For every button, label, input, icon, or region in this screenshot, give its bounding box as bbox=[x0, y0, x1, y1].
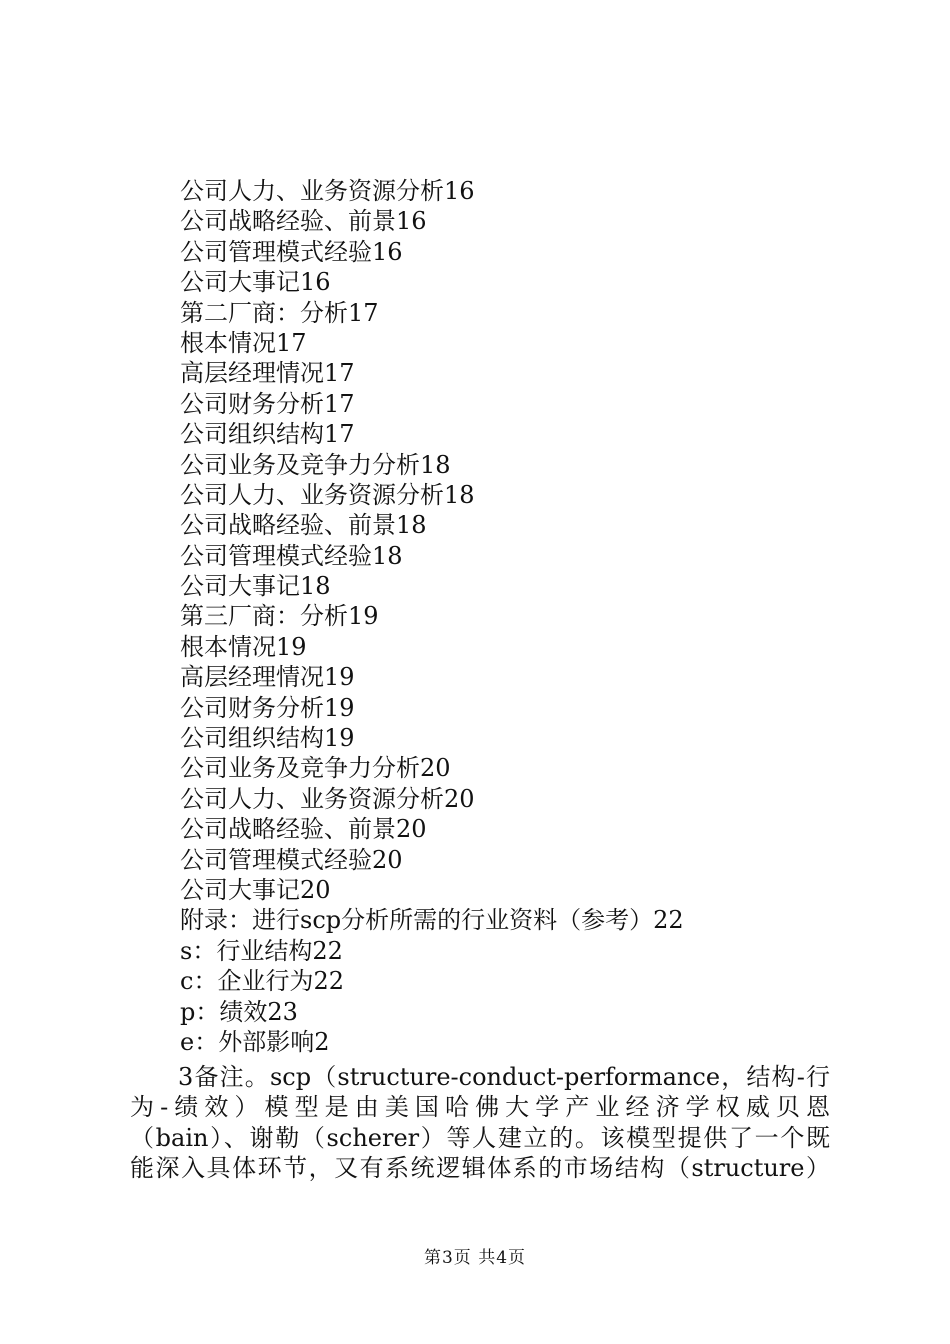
toc-entry: 公司战略经验、前景16 bbox=[180, 207, 427, 236]
toc-entry: 公司战略经验、前景20 bbox=[180, 815, 427, 844]
toc-entry: 公司管理模式经验20 bbox=[180, 845, 403, 874]
table-of-contents bbox=[180, 176, 684, 1057]
paragraph-line: 3备注。scp（structure-conduct-performance，结构-行 bbox=[178, 1063, 830, 1091]
toc-entry: 公司业务及竞争力分析20 bbox=[180, 754, 451, 783]
toc-entry: 公司人力、业务资源分析18 bbox=[180, 480, 475, 509]
toc-entry: 公司大事记20 bbox=[180, 875, 331, 904]
toc-entry: p：绩效23 bbox=[180, 997, 298, 1026]
toc-entry: s：行业结构22 bbox=[180, 936, 343, 965]
toc-entry: 公司管理模式经验16 bbox=[180, 237, 403, 266]
toc-entry: 公司人力、业务资源分析20 bbox=[180, 784, 475, 813]
toc-entry: 公司人力、业务资源分析16 bbox=[180, 177, 475, 205]
toc-entry: 公司战略经验、前景18 bbox=[180, 511, 427, 540]
toc-entry: 公司财务分析19 bbox=[180, 693, 355, 722]
toc-entry: 根本情况19 bbox=[180, 632, 307, 661]
toc-entry: 公司财务分析17 bbox=[180, 389, 355, 418]
toc-entry: 公司管理模式经验18 bbox=[180, 541, 403, 570]
toc-entry: 高层经理情况17 bbox=[180, 359, 355, 388]
toc-entry: 公司业务及竞争力分析18 bbox=[180, 450, 451, 479]
toc-entry: 高层经理情况19 bbox=[180, 663, 355, 692]
paragraph-line: 为-绩效）模型是由美国哈佛大学产业经济学权威贝恩 bbox=[130, 1093, 830, 1122]
toc-entry: e：外部影响2 bbox=[180, 1027, 330, 1056]
toc-entry: 附录：进行scp分析所需的行业资料（参考）22 bbox=[180, 906, 684, 935]
toc-entry: 第三厂商：分析19 bbox=[180, 602, 379, 631]
page-footer: 第3页 共4页 bbox=[423, 1248, 527, 1268]
toc-entry: 公司组织结构19 bbox=[180, 724, 355, 753]
toc-entry: 公司大事记16 bbox=[180, 268, 331, 297]
note-paragraph bbox=[130, 1062, 830, 1183]
paragraph-line: （bain）、谢勒（scherer）等人建立的。该模型提供了一个既 bbox=[130, 1123, 830, 1152]
toc-entry: 第二厂商：分析17 bbox=[180, 298, 379, 327]
toc-entry: 公司组织结构17 bbox=[180, 420, 355, 449]
toc-entry: c：企业行为22 bbox=[180, 967, 344, 996]
toc-entry: 根本情况17 bbox=[180, 328, 307, 357]
paragraph-line: 能深入具体环节，又有系统逻辑体系的市场结构（structure） bbox=[130, 1153, 830, 1182]
toc-entry: 公司大事记18 bbox=[180, 572, 331, 601]
